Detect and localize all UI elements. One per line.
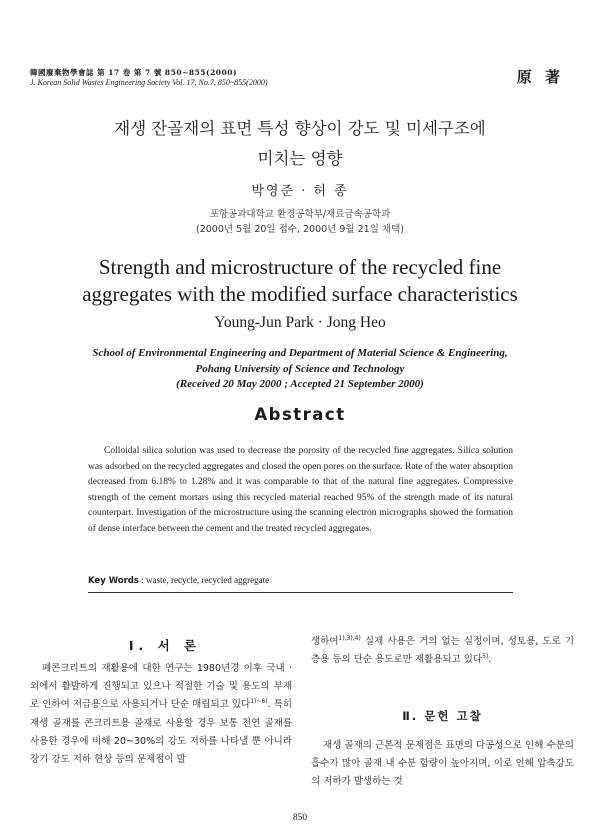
journal-name-ko: 韓國廢棄物學會誌 第 17 卷 第 7 號 850~855(2000) — [30, 68, 237, 77]
introduction-text-b: . 특히 재생 골재를 콘크리트용 골재로 사용할 경우 보통 천연 골재를 사용한 경우에 비해 20~30%의 강도 저하를 나타낼 뿐 아니라 장기 강도 저하 현상 등의 문제점이 발 — [30, 699, 292, 766]
affiliation-korean — [0, 207, 600, 237]
affiliation-english-line-2: Pohang University of Science and Technology — [195, 362, 405, 375]
introduction-continuation — [311, 633, 574, 669]
affiliation-korean-line-1: 포항공과대학교 환경공학부/재료금속공학과 — [209, 209, 391, 220]
title-english-line-2: aggregates with the modified surface characteristics — [82, 282, 518, 306]
page-number: 850 — [292, 813, 308, 823]
received-dates-korean: (2000년 5월 20일 접수, 2000년 9월 21일 채택) — [196, 224, 404, 235]
journal-name-en: J. Korean Solid Wastes Engineering Society Vol. 17, No.7, 850~855(2000) — [30, 78, 268, 87]
authors-korean: 박영준 · 허 종 — [251, 184, 349, 199]
continuation-text-c: . — [488, 654, 492, 666]
title-korean — [0, 114, 600, 174]
introduction-text-a: 폐콘크리트의 재활용에 대한 연구는 1980년경 이후 국내 · 외에서 활발하게 진행되고 있으나 적절한 기술 및 용도의 부재로 인하여 저급용으로 사용되거나 단순 매립되고 있다 — [30, 663, 292, 711]
keywords — [88, 575, 269, 586]
title-korean-line-1: 재생 잔골재의 표면 특성 향상이 강도 및 미세구조에 — [114, 119, 486, 138]
section-heading-introduction: Ⅰ. 서 론 — [128, 638, 202, 653]
introduction-paragraph — [30, 660, 292, 769]
abstract-heading: Abstract — [254, 405, 346, 424]
keywords-label: Key Words — [88, 576, 139, 586]
continuation-text-b: 실제 사용은 거의 없는 실정이며, 성토용, 도로 기층용 등의 단순 용도로만 재활용되고 있다 — [311, 636, 574, 666]
section-heading-literature-review: Ⅱ. 문헌 고찰 — [402, 709, 483, 723]
citation-5: 5) — [482, 653, 489, 661]
abstract-body: Colloidal silica solution was used to decrease the porosity of the recycled fine aggregates. Silica solution was adsorbed on the recycled aggregates and closed the open pores on the surface. Rate of the water absorption decreased from 6.18% to 1.28% and it was comparable to that of the natural fine aggregates. Compressive strength of the cement mortars using this recycled material reached 95% of the strength made of its natural counterpart. Investigation of the microstructure using the scanning electron micrographs showed the formation of dense interface between the cement and the treated recycled aggregates. — [88, 446, 513, 534]
affiliation-english-line-1: School of Environmental Engineering and Department of Material Science & Engineering, — [92, 347, 508, 359]
literature-review-paragraph: 재생 골재의 근본적 문제점은 표면의 다공성으로 인해 수분의 흡수가 많아 골재 내 수분 함량이 높아지며, 이로 인해 압축강도의 저하가 발생하는 것 — [311, 740, 574, 788]
keywords-value: waste, recycle, recycled aggregate — [145, 575, 270, 585]
citation-1-3-4: 1),3),4) — [338, 634, 361, 642]
citation-1-6: 1)~6) — [250, 698, 268, 706]
article-type-badge: 原 著 — [516, 68, 564, 86]
title-korean-line-2: 미치는 영향 — [257, 149, 343, 168]
continuation-text-a: 생하여 — [311, 636, 339, 647]
keywords-divider — [88, 592, 513, 593]
authors-english: Young-Jun Park · Jong Heo — [214, 314, 386, 331]
affiliation-english — [0, 346, 600, 393]
title-english — [0, 254, 600, 308]
journal-header — [30, 68, 268, 88]
received-dates-english: (Received 20 May 2000 ; Accepted 21 September 2000) — [176, 378, 424, 390]
title-english-line-1: Strength and microstructure of the recycled fine — [98, 255, 502, 279]
keywords-separator: : — [138, 575, 146, 585]
